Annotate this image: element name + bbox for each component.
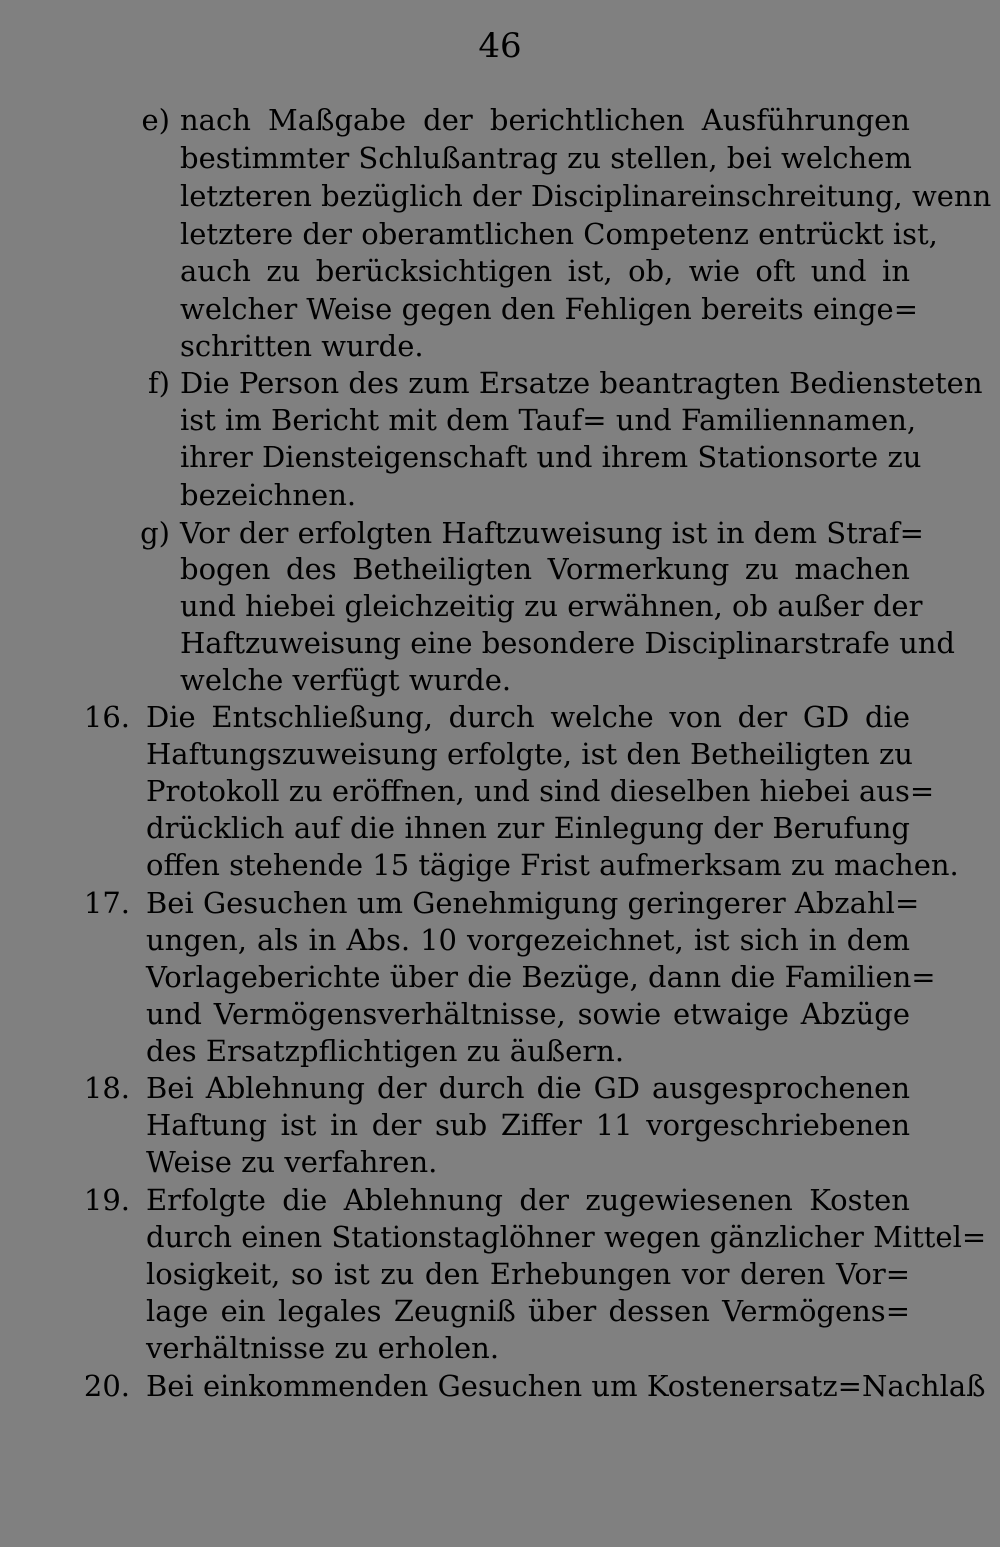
item-number: 17. [83,886,130,920]
text-line: Bei einkommenden Gesuchen um Kostenersatz=Nachlaß [146,1369,986,1403]
text-line: bezeichnen. [180,478,357,512]
text-line: bogen des Betheiligten Vormerkung zu machen [180,552,910,586]
text-line: schritten wurde. [180,329,424,363]
text-line: auch zu berücksichtigen ist, ob, wie oft und in [180,254,910,288]
text-line: durch einen Stationstaglöhner wegen gänzlicher Mittel= [146,1220,987,1254]
item-label: e) [141,103,170,137]
text-line: Die Person des zum Ersatze beantragten Bediensteten [180,366,983,400]
item-number: 18. [83,1071,130,1105]
text-line: welcher Weise gegen den Fehligen bereits einge= [180,292,918,326]
text-line: Haftzuweisung eine besondere Disciplinarstrafe und [180,626,955,660]
text-line: Erfolgte die Ablehnung der zugewiesenen Kosten [146,1183,910,1217]
text-line: ihrer Diensteigenschaft und ihrem Stationsorte zu [180,440,922,474]
item-number: 19. [83,1183,130,1217]
text-line: welche verfügt wurde. [180,663,512,697]
text-line: Vor der erfolgten Haftzuweisung ist in dem Straf= [180,516,924,550]
page-number: 46 [478,26,522,66]
item-label: f) [147,366,170,400]
text-line: des Ersatzpflichtigen zu äußern. [146,1034,625,1068]
text-line: Bei Gesuchen um Genehmigung geringerer Abzahl= [146,886,920,920]
text-line: offen stehende 15 tägige Frist aufmerksam zu machen. [146,848,959,882]
text-line: Haftung ist in der sub Ziffer 11 vorgeschriebenen [146,1108,910,1142]
item-number: 20. [83,1369,130,1403]
text-line: lage ein legales Zeugniß über dessen Vermögens= [146,1294,910,1328]
text-line: Bei Ablehnung der durch die GD ausgesprochenen [146,1071,910,1105]
text-line: Weise zu verfahren. [146,1145,438,1179]
item-number: 16. [83,700,130,734]
text-line: Die Entschließung, durch welche von der GD die [146,700,910,734]
text-line: Vorlageberichte über die Bezüge, dann die Familien= [146,960,936,994]
text-line: Haftungszuweisung erfolgte, ist den Betheiligten zu [146,737,913,771]
text-line: losigkeit, so ist zu den Erhebungen vor deren Vor= [146,1257,910,1291]
text-line: nach Maßgabe der berichtlichen Ausführungen [180,103,910,137]
text-line: ungen, als in Abs. 10 vorgezeichnet, ist sich in dem [146,923,910,957]
text-line: drücklich auf die ihnen zur Einlegung der Berufung [146,811,910,845]
text-line: ist im Bericht mit dem Tauf= und Familiennamen, [180,403,917,437]
text-line: letzteren bezüglich der Disciplinareinschreitung, wenn [180,179,992,213]
text-line: und Vermögensverhältnisse, sowie etwaige Abzüge [146,997,910,1031]
text-line: Protokoll zu eröffnen, und sind dieselben hiebei aus= [146,774,935,808]
item-label: g) [140,516,170,550]
text-line: bestimmter Schlußantrag zu stellen, bei welchem [180,141,912,175]
text-line: und hiebei gleichzeitig zu erwähnen, ob außer der [180,589,923,623]
text-line: letztere der oberamtlichen Competenz entrückt ist, [180,217,938,251]
text-line: verhältnisse zu erholen. [146,1331,500,1365]
